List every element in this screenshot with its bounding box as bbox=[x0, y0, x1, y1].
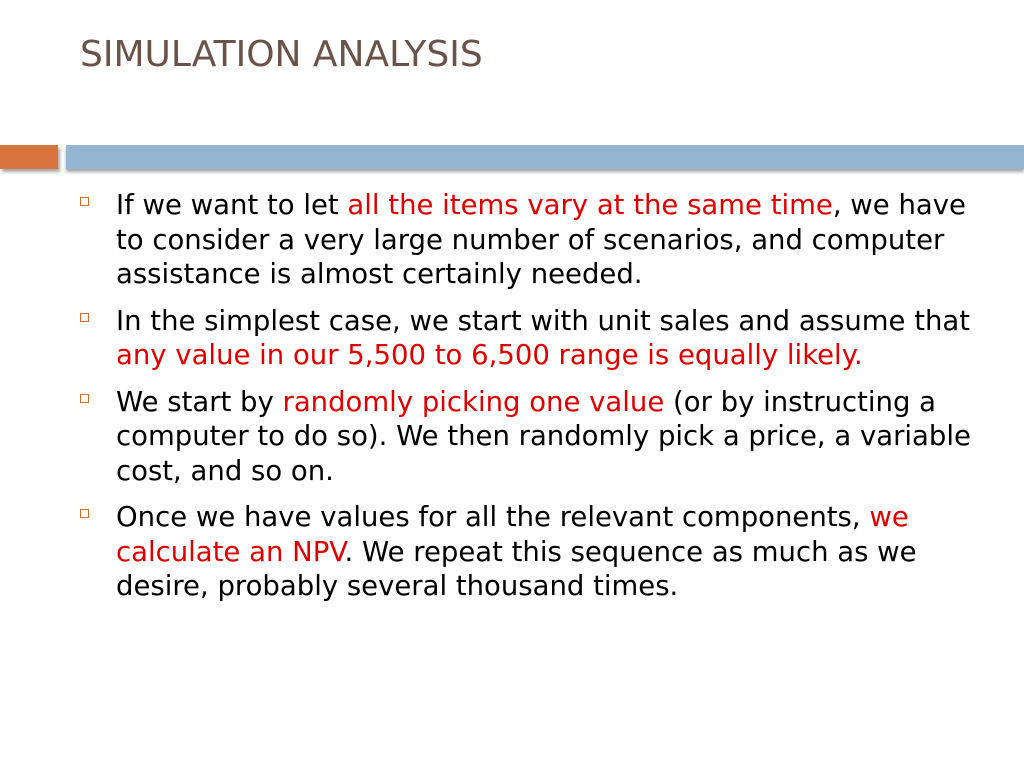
bullet-text: , we have to consider a very large number of scenarios, and computer assistance is almost certainly needed. bbox=[116, 189, 966, 290]
bullet-text: We start by bbox=[116, 385, 283, 418]
bullet-item bbox=[80, 188, 980, 292]
bullet-text: . We repeat this sequence as much as we desire, probably several thousand times. bbox=[116, 535, 917, 602]
highlighted-text: we calculate an NPV bbox=[116, 501, 909, 568]
bullet-list bbox=[80, 188, 980, 616]
highlighted-text: randomly picking one value bbox=[282, 385, 665, 418]
square-outline-bullet-icon bbox=[80, 509, 89, 518]
bullet-text: If we want to let bbox=[116, 189, 348, 221]
bullet-text: (or by instructing a computer to do so). We then randomly pick a price, a variable cost, and so on. bbox=[116, 385, 971, 487]
slide-title: SIMULATION ANALYSIS bbox=[80, 34, 483, 75]
bullet-text: In the simplest case, we start with unit sales and assume that bbox=[116, 304, 971, 337]
bullet-item bbox=[80, 304, 980, 373]
bullet-item bbox=[80, 385, 980, 489]
bullet-text: Once we have values for all the relevant components, bbox=[116, 501, 870, 533]
highlighted-text: any value in our 5,500 to 6,500 range is equally likely. bbox=[116, 339, 863, 371]
bullet-item bbox=[80, 500, 980, 604]
highlighted-text: all the items vary at the same time bbox=[347, 189, 833, 221]
square-outline-bullet-icon bbox=[80, 313, 89, 322]
square-outline-bullet-icon bbox=[80, 197, 89, 206]
accent-bar-blue bbox=[66, 145, 1024, 169]
square-outline-bullet-icon bbox=[80, 394, 89, 403]
accent-bar-orange bbox=[0, 145, 58, 169]
